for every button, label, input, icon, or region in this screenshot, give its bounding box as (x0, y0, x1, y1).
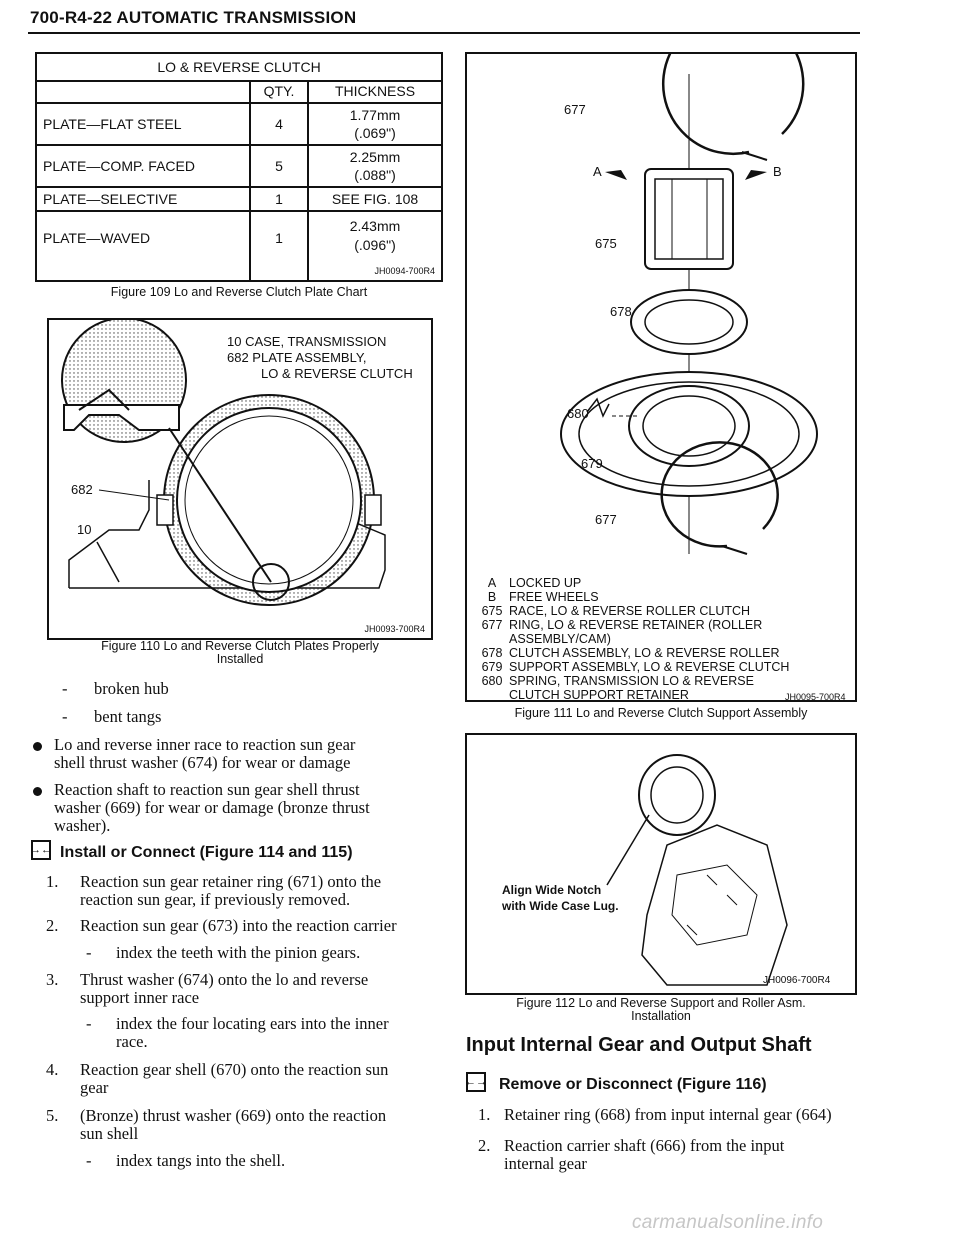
legend-num: B (487, 590, 497, 604)
figure-112-caption (465, 997, 857, 1023)
figure-code: JH0095-700R4 (785, 692, 846, 702)
legend-text: LOCKED UP (509, 576, 582, 590)
step-text: internal gear (504, 1154, 587, 1173)
support-roller-installation-drawing (467, 735, 857, 995)
qty-header: QTY. (263, 83, 295, 99)
legend-text: FREE WHEELS (509, 590, 599, 604)
header-rule (28, 32, 860, 34)
figure-code: JH0094-700R4 (374, 266, 435, 276)
step-text: Reaction gear shell (670) onto the reaction sun (80, 1060, 389, 1079)
check-bent-tangs: bent tangs (94, 707, 162, 726)
legend-text: CLUTCH SUPPORT RETAINER (509, 688, 689, 702)
bullet-text: washer (669) for wear or damage (bronze thrust (54, 798, 370, 817)
caption-line-1: Figure 112 Lo and Reverse Support and Roller Asm. (516, 996, 806, 1010)
step-text: gear (80, 1078, 109, 1097)
table-title: LO & REVERSE CLUTCH (157, 59, 321, 75)
callout-10: 10 (77, 522, 92, 537)
row-part: PLATE—WAVED (43, 230, 151, 246)
step-number: 2. (46, 916, 59, 935)
step-text: (Bronze) thrust washer (669) onto the reaction (80, 1106, 387, 1125)
step-text: Thrust washer (674) onto the lo and reverse (80, 970, 369, 989)
figure-109-caption: Figure 109 Lo and Reverse Clutch Plate Chart (110, 285, 368, 299)
callout-677-bottom: 677 (595, 512, 617, 527)
row-thickness-mm: 2.25mm (349, 149, 401, 165)
figure-code: JH0093-700R4 (364, 624, 425, 634)
step-text: sun shell (80, 1124, 139, 1143)
page-header-title: 700-R4-22 AUTOMATIC TRANSMISSION (30, 8, 357, 27)
legend-num: A (487, 576, 497, 590)
clutch-plate-table (35, 52, 443, 282)
callout-a: A (593, 164, 602, 179)
step-number: 3. (46, 970, 59, 989)
align-note-1: Align Wide Notch (502, 883, 602, 897)
substep-text: index the four locating ears into the inner (116, 1014, 389, 1033)
row-thickness-mm: 2.43mm (349, 218, 401, 234)
bullet-text: Lo and reverse inner race to reaction sun gear (54, 735, 356, 754)
callout-677-top: 677 (564, 102, 586, 117)
step-number: 4. (46, 1060, 59, 1079)
callout-680: 680 (567, 406, 589, 421)
figure-111-caption: Figure 111 Lo and Reverse Clutch Support Assembly (514, 706, 808, 720)
remove-arrows-icon: ←→ (466, 1072, 486, 1092)
caption-line-2: Installed (216, 652, 264, 666)
figure-111-illustration (465, 52, 857, 702)
align-note-2: with Wide Case Lug. (502, 899, 619, 913)
bullet-text: washer). (54, 816, 111, 835)
step-number: 1. (478, 1105, 491, 1124)
bullet-text: shell thrust washer (674) for wear or damage (54, 753, 351, 772)
install-arrows-icon: →← (31, 840, 51, 860)
dash-marker: - (62, 707, 68, 726)
dash-marker: - (86, 943, 92, 962)
caption-line-2: Installation (631, 1009, 691, 1023)
legend-text: RING, LO & REVERSE RETAINER (ROLLER (509, 618, 763, 632)
row-thickness-mm: 1.77mm (349, 107, 401, 123)
step-text: Reaction sun gear retainer ring (671) onto the (80, 872, 382, 891)
row-part: PLATE—FLAT STEEL (43, 116, 182, 132)
callout-678: 678 (610, 304, 632, 319)
callout-682: 682 (71, 482, 93, 497)
legend-case: 10 CASE, TRANSMISSION (227, 334, 387, 349)
substep-text: race. (116, 1032, 148, 1051)
callout-b: B (773, 164, 782, 179)
figure-112-illustration (465, 733, 857, 995)
step-number: 2. (478, 1136, 491, 1155)
row-qty: 1 (275, 230, 283, 246)
row-part: PLATE—SELECTIVE (43, 191, 178, 207)
substep-text: index tangs into the shell. (116, 1151, 286, 1170)
dash-marker: - (86, 1014, 92, 1033)
dash-marker: - (62, 679, 68, 698)
step-text: support inner race (80, 988, 200, 1007)
check-broken-hub: broken hub (94, 679, 169, 698)
install-heading: Install or Connect (Figure 114 and 115) (60, 844, 353, 861)
step-text: Reaction sun gear (673) into the reaction carrier (80, 916, 397, 935)
bullet-text: Reaction shaft to reaction sun gear shell thrust (54, 780, 360, 799)
legend-num: 678 (481, 646, 503, 660)
step-text: Retainer ring (668) from input internal gear (664) (504, 1105, 832, 1124)
watermark: carmanualsonline.info (632, 1212, 824, 1233)
thickness-header: THICKNESS (334, 83, 416, 99)
row-thickness-in: (.069") (354, 125, 396, 141)
legend-plate-assembly: 682 PLATE ASSEMBLY, (227, 350, 367, 365)
step-text: Reaction carrier shaft (666) from the input (504, 1136, 785, 1155)
bullet-icon (33, 787, 42, 796)
legend-num: 679 (481, 660, 503, 674)
row-qty: 5 (275, 158, 283, 174)
bullet-icon (33, 742, 42, 751)
legend-text: CLUTCH ASSEMBLY, LO & REVERSE ROLLER (509, 646, 780, 660)
row-part: PLATE—COMP. FACED (43, 158, 195, 174)
callout-679: 679 (581, 456, 603, 471)
legend-text: RACE, LO & REVERSE ROLLER CLUTCH (509, 604, 751, 618)
section-title: Input Internal Gear and Output Shaft (466, 1034, 812, 1056)
substep-text: index the teeth with the pinion gears. (116, 943, 361, 962)
figure-code: JH0096-700R4 (763, 975, 831, 986)
remove-heading: Remove or Disconnect (Figure 116) (499, 1076, 767, 1093)
row-qty: 1 (275, 191, 283, 207)
legend-plate-assembly-2: LO & REVERSE CLUTCH (261, 366, 413, 381)
legend-text: SPRING, TRANSMISSION LO & REVERSE (509, 674, 754, 688)
dash-marker: - (86, 1151, 92, 1170)
row-qty: 4 (275, 116, 283, 132)
legend-num: 680 (481, 674, 503, 688)
step-text: reaction sun gear, if previously removed. (80, 890, 351, 909)
step-number: 1. (46, 872, 59, 891)
row-thickness-in: (.088") (354, 167, 396, 183)
callout-675: 675 (595, 236, 617, 251)
legend-text: SUPPORT ASSEMBLY, LO & REVERSE CLUTCH (509, 660, 790, 674)
row-thickness-mm: SEE FIG. 108 (331, 191, 419, 207)
figure-110-caption (47, 640, 433, 666)
step-number: 5. (46, 1106, 59, 1125)
legend-num: 675 (481, 604, 503, 618)
caption-line-1: Figure 110 Lo and Reverse Clutch Plates Properly (101, 639, 379, 653)
legend-num: 677 (481, 618, 503, 632)
legend-text: ASSEMBLY/CAM) (509, 632, 611, 646)
row-thickness-in: (.096") (354, 237, 396, 253)
figure-110-illustration (47, 318, 433, 640)
